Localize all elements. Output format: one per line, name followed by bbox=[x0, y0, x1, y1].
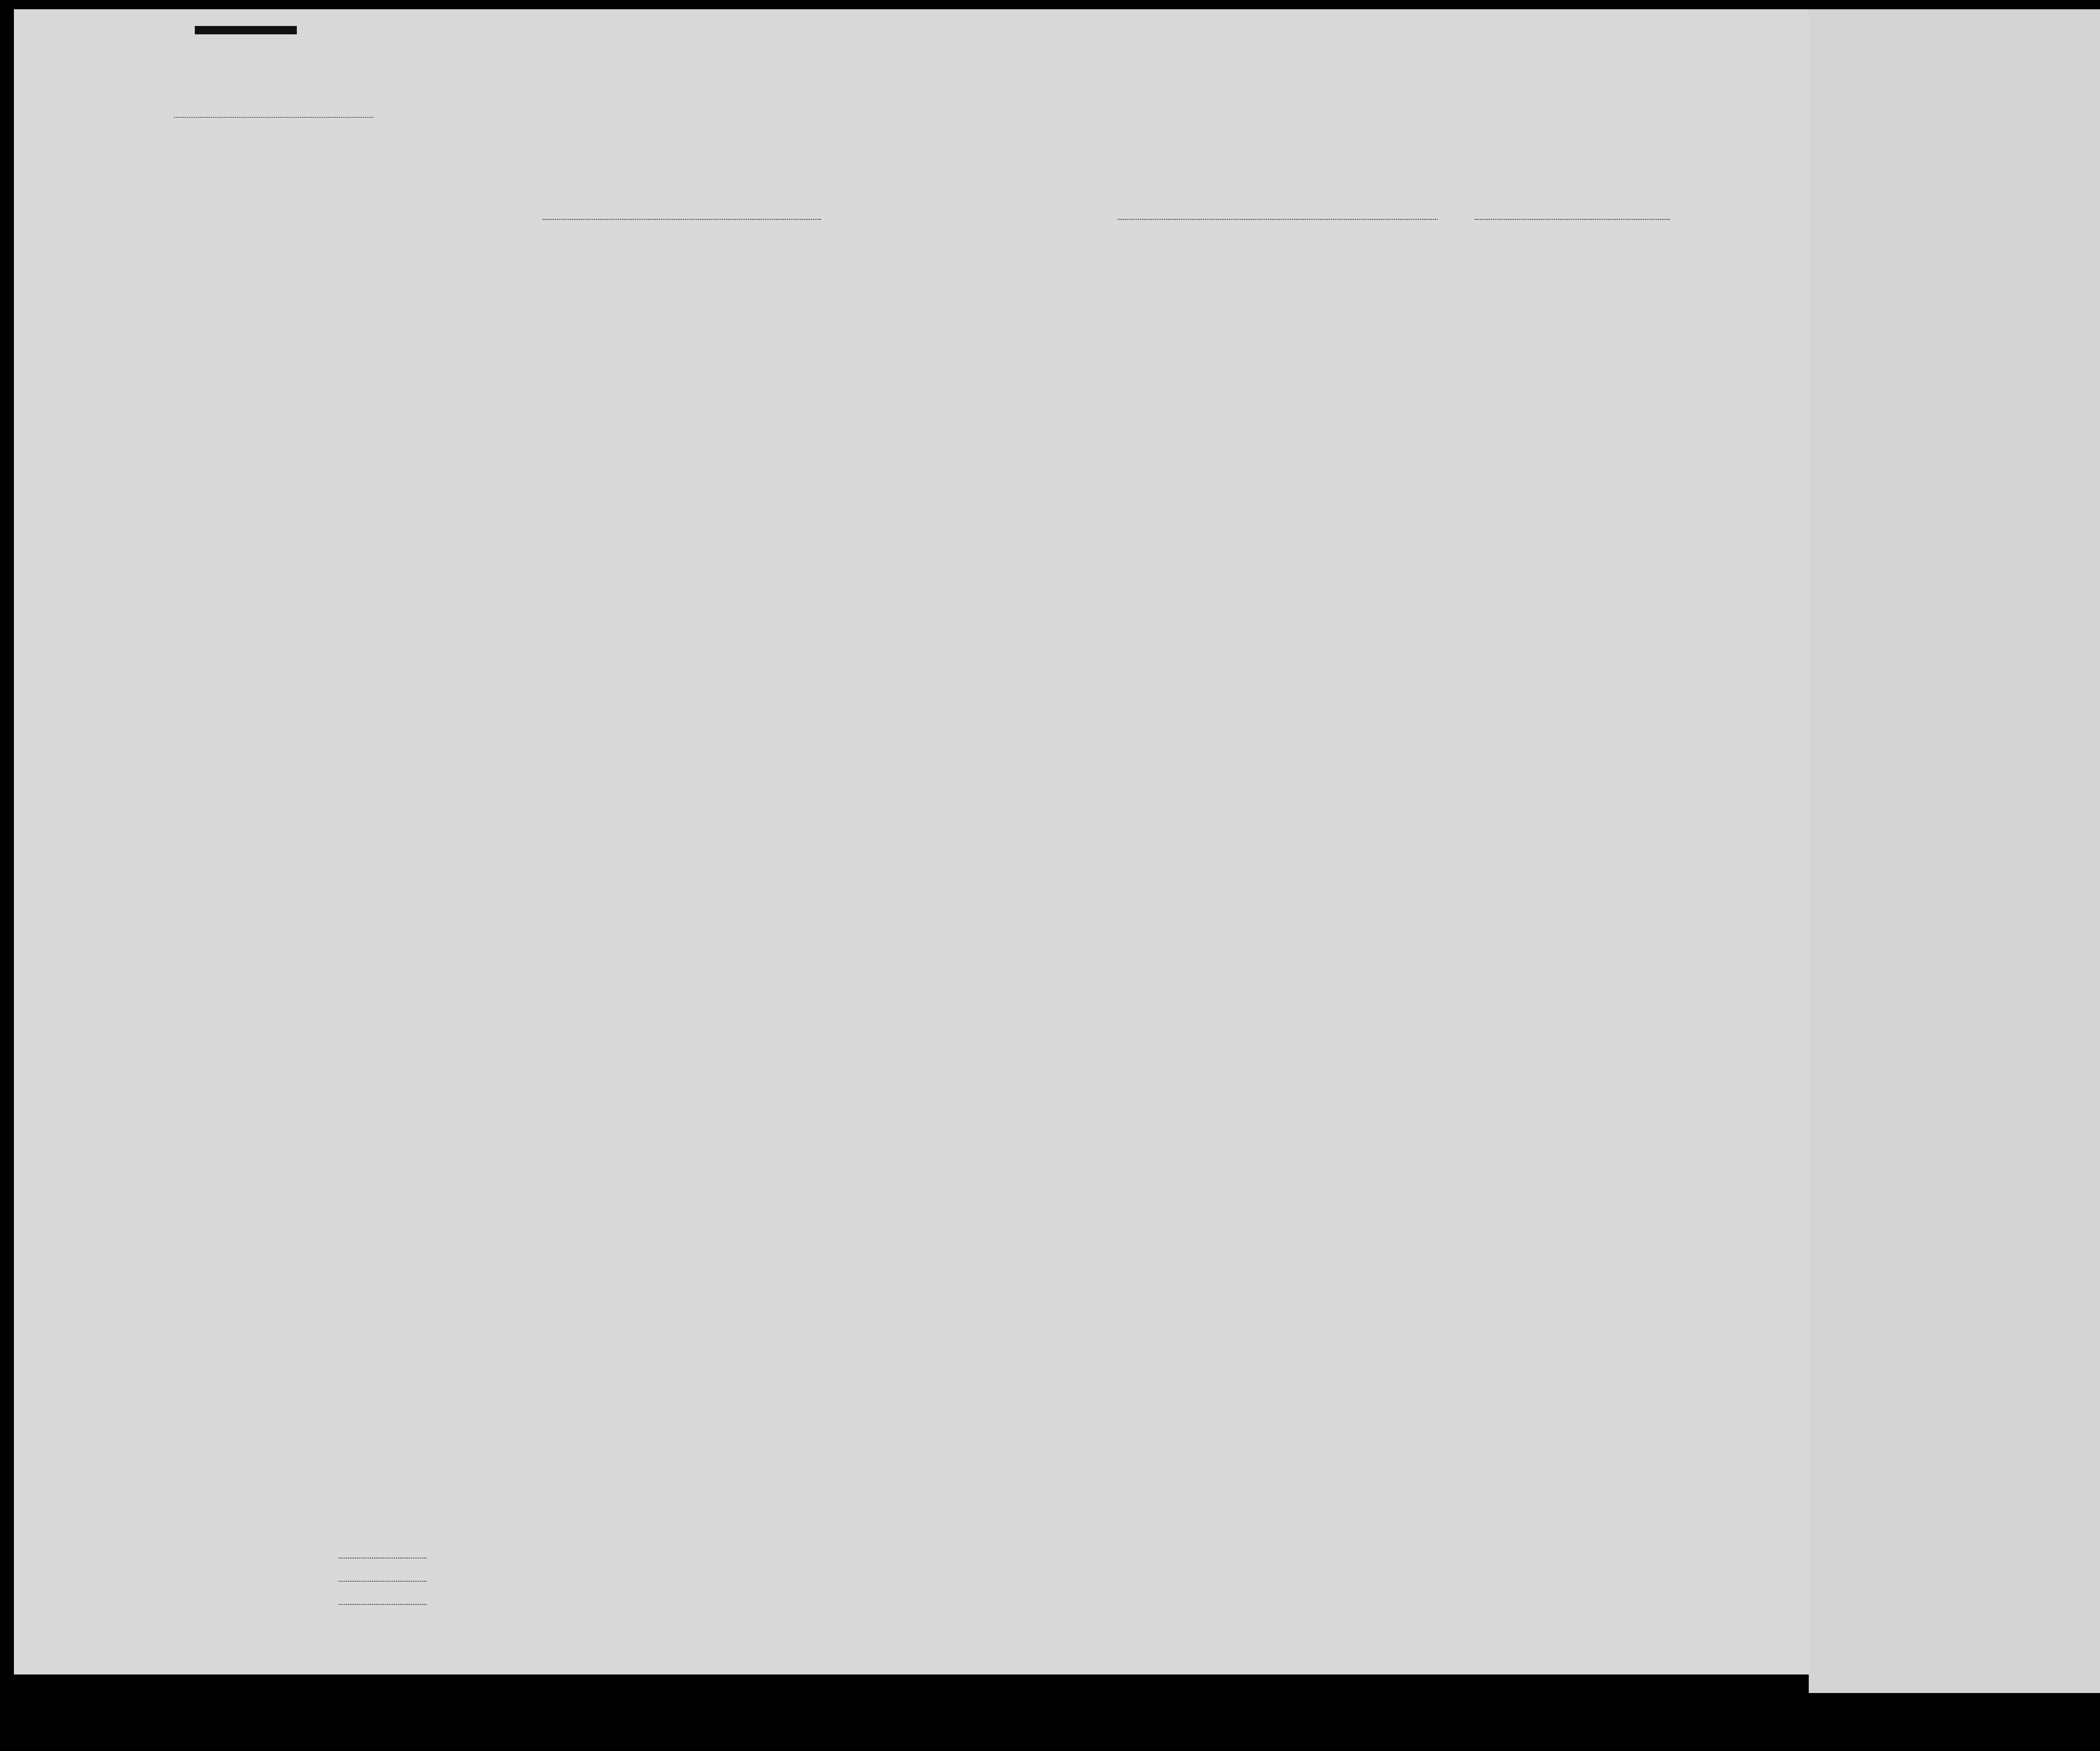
total-passengers-line bbox=[339, 1558, 427, 1559]
continuation-sheet bbox=[1809, 9, 2100, 1693]
manifest-grid bbox=[14, 9, 1813, 1674]
aliens-line bbox=[339, 1604, 427, 1605]
manifest-sheet bbox=[14, 9, 1813, 1674]
us-citizens-line bbox=[339, 1581, 427, 1582]
continuation-grid bbox=[1809, 9, 2100, 1693]
